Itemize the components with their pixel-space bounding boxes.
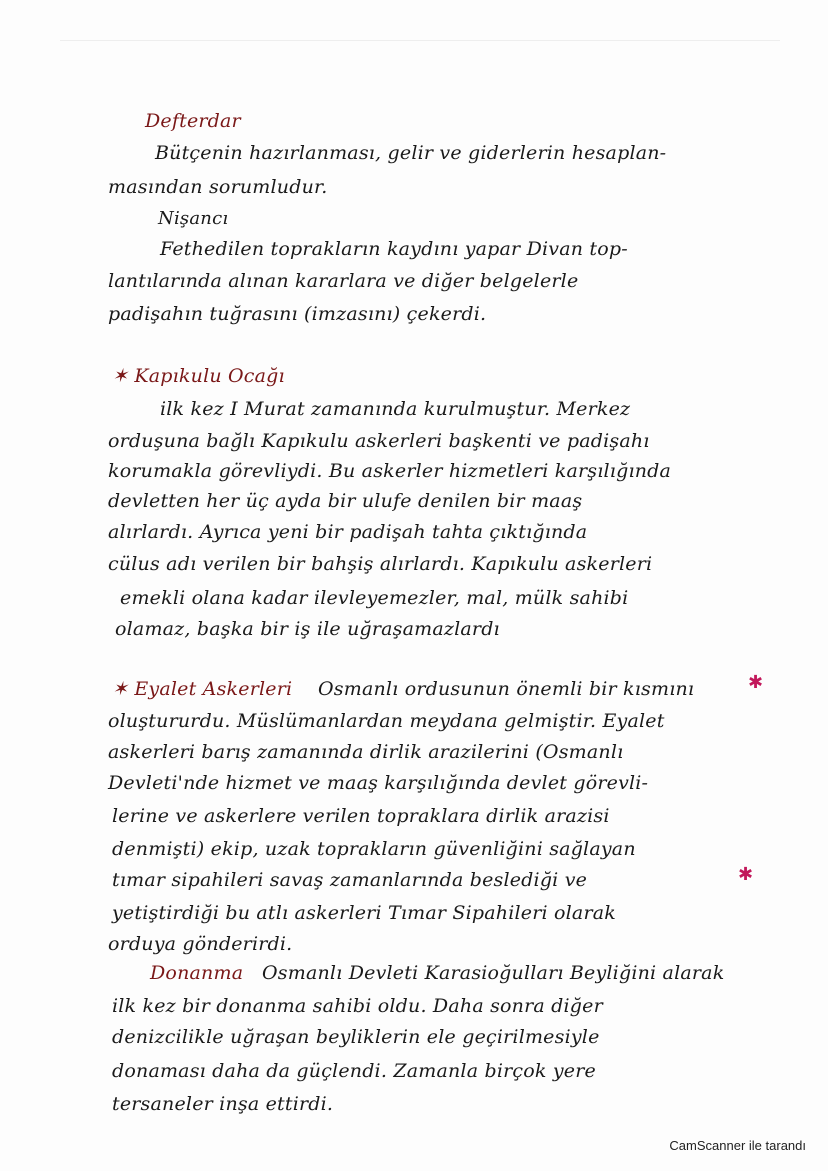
kapikulu-line-8: olamaz, başka bir iş ile uğraşamazlardı (115, 618, 500, 640)
kapikulu-line-1: ilk kez I Murat zamanında kurulmuştur. Merkez (160, 398, 631, 420)
donanma-line-3: denizcilikle uğraşan beyliklerin ele geçirilmesiyle (112, 1026, 600, 1048)
eyalet-line-5: lerine ve askerlere verilen topraklara dirlik arazisi (112, 805, 610, 827)
kapikulu-line-5: alırlardı. Ayrıca yeni bir padişah tahta çıktığında (108, 521, 588, 543)
eyalet-line-8: yetiştirdiği bu atlı askerleri Tımar Sipahileri olarak (112, 902, 616, 924)
donanma-line-4: donaması daha da güçlendi. Zamanla birçok yere (112, 1060, 596, 1082)
asterisk-mark-icon-2: ✱ (738, 864, 754, 885)
kapikulu-title: ✶ Kapıkulu Ocağı (112, 365, 285, 387)
eyalet-line-9: orduya gönderirdi. (108, 933, 293, 955)
donanma-line-2: ilk kez bir donanma sahibi oldu. Daha sonra diğer (112, 995, 603, 1017)
kapikulu-line-6: cülus adı verilen bir bahşiş alırlardı. Kapıkulu askerleri (108, 553, 653, 575)
nisanci-title: Nişancı (158, 208, 229, 229)
kapikulu-line-2: orduşuna bağlı Kapıkulu askerleri başkenti ve padişahı (108, 430, 650, 452)
nisanci-line-1: Fethedilen toprakların kaydını yapar Divan top- (160, 238, 628, 260)
defterdar-line-1: Bütçenin hazırlanması, gelir ve giderlerin hesaplan- (155, 142, 667, 164)
defterdar-line-2: masından sorumludur. (108, 176, 328, 198)
eyalet-line-1: Osmanlı ordusunun önemli bir kısmını (318, 678, 695, 700)
scanner-watermark: CamScanner ile tarandı (669, 1138, 806, 1153)
eyalet-line-7: tımar sipahileri savaş zamanlarında beslediği ve (112, 869, 588, 891)
eyalet-line-4: Devleti'nde hizmet ve maaş karşılığında devlet görevli- (108, 772, 649, 794)
donanma-line-5: tersaneler inşa ettirdi. (112, 1093, 334, 1115)
eyalet-line-3: askerleri barış zamanında dirlik arazilerini (Osmanlı (108, 741, 624, 763)
donanma-line-1: Osmanlı Devleti Karasioğulları Beyliğini alarak (262, 962, 725, 984)
defterdar-title: Defterdar (145, 110, 241, 132)
nisanci-line-3: padişahın tuğrasını (imzasını) çekerdi. (108, 303, 487, 325)
nisanci-line-2: lantılarında alınan kararlara ve diğer belgelerle (108, 270, 579, 292)
kapikulu-line-7: emekli olana kadar ilevleyemezler, mal, mülk sahibi (120, 587, 629, 609)
kapikulu-line-4: devletten her üç ayda bir ulufe denilen bir maaş (108, 490, 583, 512)
eyalet-title: ✶ Eyalet Askerleri (112, 678, 293, 700)
kapikulu-line-3: korumakla görevliydi. Bu askerler hizmetleri karşılığında (108, 460, 672, 482)
eyalet-line-2: oluştururdu. Müslümanlardan meydana gelmiştir. Eyalet (108, 710, 665, 732)
eyalet-line-6: denmişti) ekip, uzak toprakların güvenliğini sağlayan (112, 838, 636, 860)
donanma-title: Donanma (150, 962, 244, 984)
asterisk-mark-icon: ✱ (748, 672, 764, 693)
